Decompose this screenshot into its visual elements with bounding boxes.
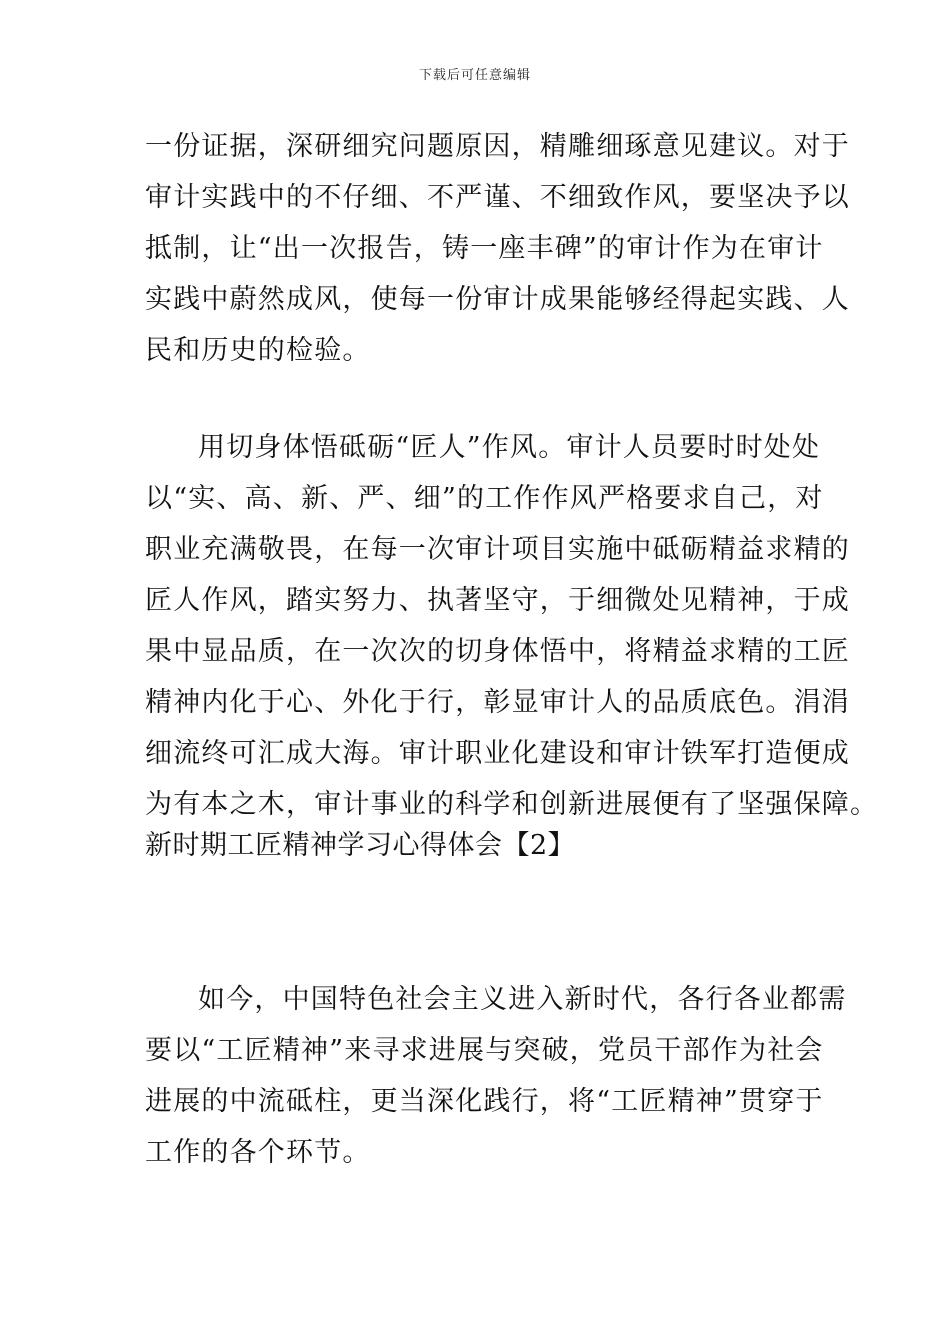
section-heading: 新时期工匠精神学习心得体会【2】 xyxy=(145,830,576,861)
text-line: 进展的中流砥柱，更当深化践行，将“工匠精神”贯穿于 xyxy=(145,1086,824,1117)
text-line: 职业充满敬畏，在每一次审计项目实施中砥砺精益求精的 xyxy=(145,534,850,565)
text-line: 民和历史的检验。 xyxy=(145,335,371,366)
text-line: 一份证据，深研细究问题原因，精雕细琢意见建议。对于 xyxy=(145,131,850,162)
text-line: 精神内化于心、外化于行，彰显审计人的品质底色。涓涓 xyxy=(145,687,850,718)
text-line: 用切身体悟砥砺“匠人”作风。审计人员要时时处处 xyxy=(198,432,821,463)
text-line: 如今，中国特色社会主义进入新时代，各行各业都需 xyxy=(198,984,847,1015)
text-line: 为有本之木，审计事业的科学和创新进展便有了坚强保障。 xyxy=(145,789,879,820)
text-line: 细流终可汇成大海。审计职业化建设和审计铁军打造便成 xyxy=(145,738,850,769)
text-line: 以“实、高、新、严、细”的工作作风严格要求自己，对 xyxy=(145,483,824,514)
header-note: 下载后可任意编辑 xyxy=(418,68,531,83)
text-line: 果中显品质，在一次次的切身体悟中，将精益求精的工匠 xyxy=(145,636,850,667)
text-line: 匠人作风，踏实努力、执著坚守，于细微处见精神，于成 xyxy=(145,585,850,616)
text-line: 审计实践中的不仔细、不严谨、不细致作风，要坚决予以 xyxy=(145,182,850,213)
text-line: 工作的各个环节。 xyxy=(145,1137,371,1168)
text-line: 实践中蔚然成风，使每一份审计成果能够经得起实践、人 xyxy=(145,284,850,315)
text-line: 要以“工匠精神”来寻求进展与突破，党员干部作为社会 xyxy=(145,1035,824,1066)
text-line: 抵制，让“出一次报告，铸一座丰碑”的审计作为在审计 xyxy=(145,233,824,264)
